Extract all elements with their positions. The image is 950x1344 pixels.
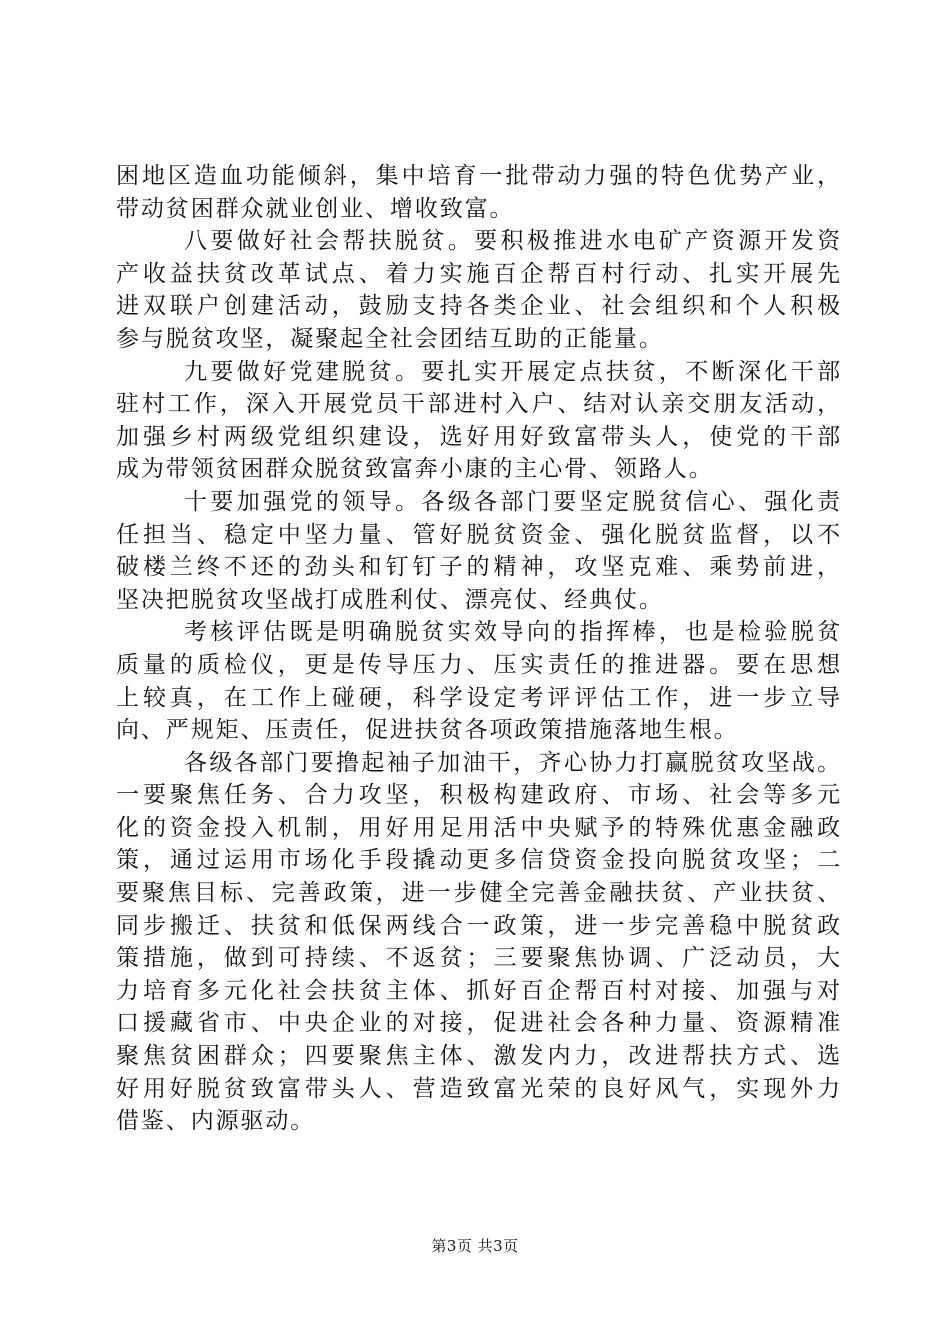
- text-line: 任担当、稳定中坚力量、管好脱贫资金、强化脱贫监督，以不: [116, 521, 842, 548]
- text-line: 一要聚焦任务、合力攻坚，积极构建政府、市场、社会等多元: [116, 782, 842, 809]
- text-line: 困地区造血功能倾斜，集中培育一批带动力强的特色优势产业，: [116, 163, 842, 189]
- text-line: 聚焦贫困群众；四要聚焦主体、激发内力，改进帮扶方式、选: [116, 1043, 842, 1070]
- text-line: 坚决把脱贫攻坚战打成胜利仗、漂亮仗、经典仗。: [116, 586, 664, 613]
- text-line: 上较真，在工作上碰硬，科学设定考评评估工作，进一步立导: [116, 684, 842, 711]
- text-line: 力培育多元化社会扶贫主体、抓好百企帮百村对接、加强与对: [116, 977, 842, 1004]
- text-line: 质量的质检仪，更是传导压力、压实责任的推进器。要在思想: [116, 651, 842, 678]
- paragraph-first-line: 九要做好党建脱贫。要扎实开展定点扶贫，不断深化干部: [184, 358, 842, 385]
- paragraph-first-line: 八要做好社会帮扶脱贫。要积极推进水电矿产资源开发资: [184, 228, 842, 255]
- text-line: 参与脱贫攻坚，凝聚起全社会团结互助的正能量。: [116, 325, 664, 352]
- text-line: 带动贫困群众就业创业、增收致富。: [116, 195, 515, 222]
- text-line: 借鉴、内源驱动。: [116, 1108, 316, 1135]
- text-line: 要聚焦目标、完善政策，进一步健全完善金融扶贫、产业扶贫、: [116, 880, 842, 907]
- text-line: 策，通过运用市场化手段撬动更多信贷资金投向脱贫攻坚；二: [116, 847, 842, 874]
- text-line: 破楼兰终不还的劲头和钉钉子的精神，攻坚克难、乘势前进，: [116, 554, 842, 581]
- text-line: 驻村工作，深入开展党员干部进村入户、结对认亲交朋友活动，: [116, 391, 842, 418]
- text-line: 化的资金投入机制，用好用足用活中央赋予的特殊优惠金融政: [116, 814, 842, 841]
- text-line: 产收益扶贫改革试点、着力实施百企帮百村行动、扎实开展先: [116, 260, 842, 287]
- text-line: 成为带领贫困群众脱贫致富奔小康的主心骨、领路人。: [116, 456, 714, 483]
- text-line: 向、严规矩、压责任，促进扶贫各项政策措施落地生根。: [116, 717, 739, 744]
- text-line: 加强乡村两级党组织建设，选好用好致富带头人，使党的干部: [116, 423, 842, 450]
- document-body: [116, 160, 842, 1138]
- text-line: 好用好脱贫致富带头人、营造致富光荣的良好风气，实现外力: [116, 1075, 842, 1102]
- text-line: 进双联户创建活动，鼓励支持各类企业、社会组织和个人积极: [116, 293, 842, 320]
- text-line: 口援藏省市、中央企业的对接，促进社会各种力量、资源精准: [116, 1010, 842, 1037]
- text-line: 同步搬迁、扶贫和低保两线合一政策，进一步完善稳中脱贫政: [116, 912, 842, 939]
- paragraph-first-line: 各级各部门要撸起袖子加油干，齐心协力打赢脱贫攻坚战。: [184, 749, 842, 776]
- text-line: 策措施，做到可持续、不返贫；三要聚焦协调、广泛动员，大: [116, 945, 842, 972]
- paragraph-first-line: 考核评估既是明确脱贫实效导向的指挥棒，也是检验脱贫: [184, 619, 842, 646]
- paragraph-first-line: 十要加强党的领导。各级各部门要坚定脱贫信心、强化责: [184, 488, 842, 515]
- page-footer: 第3页 共3页: [431, 1237, 519, 1255]
